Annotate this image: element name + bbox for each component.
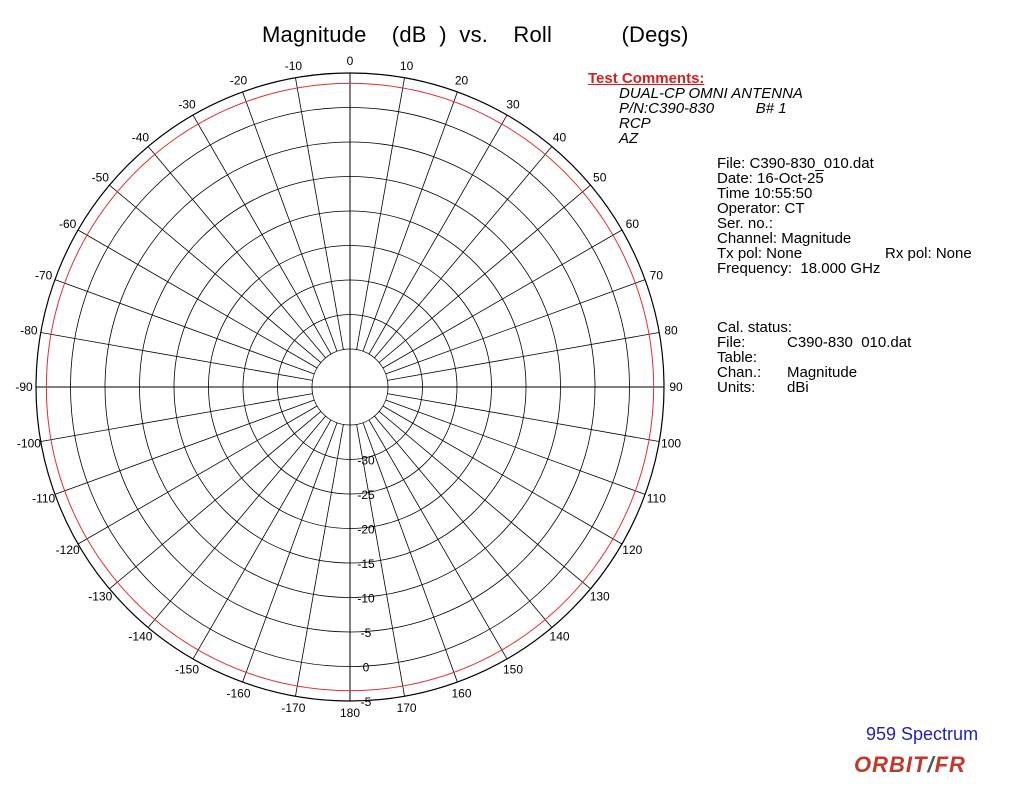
radial-tick-label: -10 [357,591,375,606]
grid-spoke [383,230,622,368]
tx-pol: Tx pol: None [717,245,803,262]
grid-spoke [109,411,320,588]
angle-tick-label: -170 [281,701,306,716]
angle-tick-label: -150 [174,662,200,677]
cal-chan-label: Chan.: [717,364,762,381]
angle-tick-label: -60 [59,217,77,231]
grid-spoke [369,420,507,659]
grid-spoke [374,146,551,357]
comment-line: DUAL-CP OMNI ANTENNA [619,85,803,102]
angle-tick-label: 110 [646,491,666,506]
grid-spoke [109,185,320,362]
file-date: Date: 16-Oct-25 [717,170,824,187]
grid-spoke [148,146,325,357]
angle-tick-label: 20 [454,73,469,88]
file-name: File: C390-830_010.dat [717,155,874,172]
comment-line: P/N:C390-830 B# 1 [619,100,787,117]
radial-tick-label: -5 [360,695,372,709]
angle-tick-label: -50 [91,170,109,185]
angle-tick-label: -10 [284,58,303,73]
angle-tick-label: -130 [88,589,113,604]
frequency: Frequency: 18.000 GHz [717,260,881,277]
radial-tick-label: -15 [357,557,375,571]
angle-tick-label: 70 [649,268,664,283]
angle-tick-label: -30 [178,97,196,112]
grid-spoke [363,92,457,351]
comment-line: AZ [619,130,639,147]
angle-tick-label: 150 [502,662,524,677]
rx-pol: Rx pol: None [885,245,972,262]
angle-tick-label: -160 [226,686,251,701]
grid-spoke [379,185,590,362]
grid-spoke [369,115,507,354]
radial-tick-label: -20 [357,522,375,537]
angle-tick-label: 40 [552,130,567,145]
grid-spoke [357,78,405,350]
angle-tick-label: -40 [131,130,150,145]
grid-spoke [387,332,659,380]
angle-tick-label: 50 [593,170,607,185]
grid-spoke [295,424,343,696]
logo-right: FR [934,752,966,777]
test-comments [588,71,803,146]
cal-chan-value: Magnitude [787,364,858,381]
cal-file-value: C390-830 010.dat [787,334,912,351]
radial-tick-label: -30 [357,453,375,468]
grid-spoke [360,423,457,682]
file-info-panel [717,156,1017,276]
grid-spoke [243,92,337,351]
grid-spoke [295,78,343,350]
angle-tick-label: -100 [16,436,41,451]
radial-tick-label: -5 [360,626,372,640]
grid-spoke [55,280,314,374]
grid-spoke [41,394,313,442]
angle-tick-label: 90 [669,380,683,394]
angle-tick-label: 140 [549,629,570,644]
comment-line: RCP [619,115,651,132]
angle-tick-label: 30 [506,97,520,112]
grid-spoke [243,423,337,682]
cal-file-label: File: [717,334,746,351]
grid-spoke [387,394,659,442]
grid-spoke [193,420,331,659]
cal-units-value: dBi [787,379,809,396]
angle-tick-label: -90 [15,380,33,394]
grid-spoke [383,406,622,544]
radial-tick-label: -25 [357,488,375,502]
cal-table-label: Table: [717,349,758,366]
channel: Channel: Magnitude [717,230,852,247]
grid-spoke [148,416,325,627]
angle-tick-label: 130 [589,589,610,604]
grid-spoke [41,332,313,380]
logo-left: ORBIT [854,752,928,777]
cal-status-panel [717,320,1017,395]
grid-spoke [78,406,317,544]
angle-tick-label: 0 [346,54,354,68]
polar-grid [36,73,664,701]
angle-tick-label: 80 [664,323,678,338]
cal-status-header: Cal. status: [717,319,793,336]
grid-spoke [193,115,331,354]
test-comments-header: Test Comments: [588,70,705,87]
angle-tick-label: 60 [625,217,640,231]
angle-tick-label: 10 [399,58,414,73]
angle-tick-label: -80 [20,323,38,338]
file-time: Time 10:55:50 [717,185,813,202]
angle-tick-label: -20 [229,73,248,88]
angle-tick-label: -120 [55,543,80,557]
grid-spoke [386,280,645,374]
angle-tick-label: 160 [451,686,472,701]
angle-tick-label: 170 [396,701,417,716]
angle-tick-label: 180 [339,706,361,720]
grid-spoke [379,411,590,588]
angle-tick-label: -140 [128,629,153,644]
logo-slash: / [927,752,935,777]
grid-spoke [374,416,551,627]
angle-tick-label: -70 [34,268,53,283]
grid-spoke [55,400,314,494]
angle-tick-label: -110 [32,491,56,506]
cal-units-label: Units: [717,379,756,396]
orbit-fr-logo [854,752,966,778]
grid-spoke [386,400,645,494]
spectrum-label: 959 Spectrum [866,724,979,744]
chart-title: Magnitude (dB ) vs. Roll (Degs) [262,22,689,47]
grid-spoke [78,230,317,368]
radial-tick-labels [357,454,375,710]
angle-tick-label: 120 [622,543,643,557]
serial-number: Ser. no.: [717,215,773,232]
radial-tick-label: 0 [362,660,370,675]
operator: Operator: CT [717,200,805,217]
angle-tick-label: 100 [661,436,682,451]
